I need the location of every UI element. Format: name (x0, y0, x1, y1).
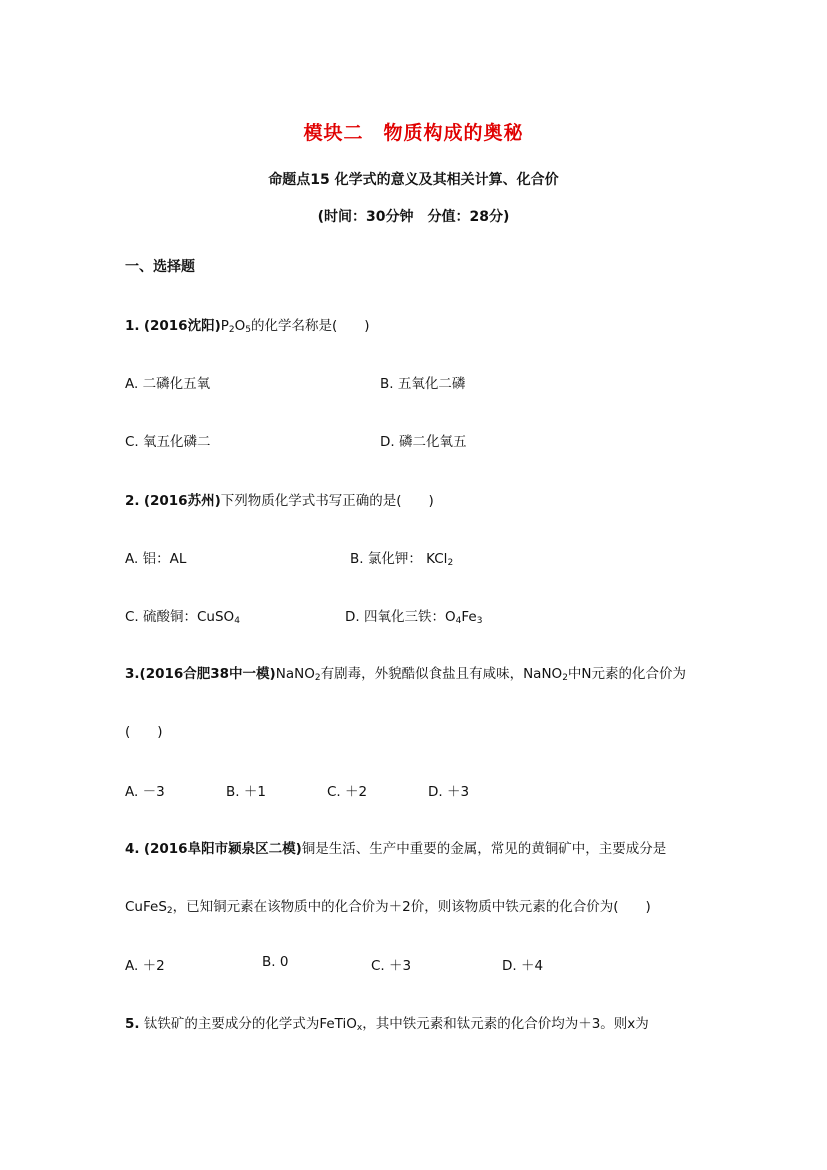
question-4-continued (125, 895, 651, 916)
question-text: ，已知铜元素在该物质中的化合价为＋2价，则该物质中铁元素的化合价为( ) (172, 899, 651, 915)
question-text: 下列物质化学式书写正确的是( ) (220, 493, 434, 509)
option-c: C. ＋3 (371, 958, 412, 974)
option-b: B. 五氧化二磷 (380, 376, 466, 392)
option-b: B. 0 (262, 954, 289, 970)
section-heading: 一、选择题 (125, 259, 195, 275)
question-text: ，其中铁元素和钛元素的化合价均为＋3。则x为 (362, 1016, 649, 1032)
page-subtitle: 命题点15 化学式的意义及其相关计算、化合价 (268, 172, 559, 188)
formula: CuFeS$_2$ (125, 899, 173, 916)
answer-blank: ( ) (125, 724, 163, 740)
question-number: 3. (125, 666, 140, 682)
option-d: D. 磷二化氧五 (380, 434, 467, 450)
question-5 (125, 1012, 649, 1033)
option-c: C. ＋2 (327, 784, 368, 800)
question-2 (125, 489, 434, 509)
question-number: 4. (125, 841, 140, 857)
question-text: 有剧毒，外貌酷似食盐且有咸味， (320, 666, 524, 682)
question-source: (2016合肥38中一模) (139, 666, 276, 682)
option-a: A. 二磷化五氧 (125, 376, 211, 392)
question-number: 5. (125, 1016, 140, 1032)
option-c: C. 氧五化磷二 (125, 434, 211, 450)
formula: NaNO$_2$ (523, 666, 568, 683)
question-source: (2016阜阳市颍泉区二模) (143, 841, 302, 857)
formula: NaNO$_2$ (275, 666, 321, 683)
option-d: D. ＋4 (502, 958, 544, 974)
page-title: 模块二 物质构成的奥秘 (303, 122, 524, 144)
question-number: 2. (125, 493, 140, 509)
option-b: B. ＋1 (226, 784, 266, 800)
question-text: 铜是生活、生产中重要的金属，常见的黄铜矿中，主要成分是 (301, 841, 667, 857)
question-source: (2016沈阳) (143, 318, 221, 334)
option-b: B. 氯化钾： KCl$_2$ (350, 551, 454, 568)
question-text: 的化学名称是( ) (251, 318, 370, 334)
time-info: (时间：30分钟 分值：28分) (317, 209, 510, 225)
option-d: D. ＋3 (428, 784, 470, 800)
formula: FeTiO$_x$ (319, 1016, 363, 1033)
question-4 (125, 837, 666, 857)
question-text: 中N元素的化合价为 (567, 666, 687, 682)
formula: $P_2O_5$ (220, 318, 252, 335)
question-1 (125, 314, 370, 335)
option-d: D. 四氧化三铁：$O_4Fe_3$ (345, 609, 483, 626)
option-a: A. －3 (125, 784, 165, 800)
question-text: 钛铁矿的主要成分的化学式为 (143, 1016, 320, 1032)
question-3 (125, 662, 686, 683)
option-c: C. 硫酸铜：CuSO$_4$ (125, 609, 240, 626)
question-number: 1. (125, 318, 140, 334)
question-source: (2016苏州) (143, 493, 221, 509)
option-a: A. 铝：AL (125, 551, 187, 567)
option-a: A. ＋2 (125, 958, 165, 974)
